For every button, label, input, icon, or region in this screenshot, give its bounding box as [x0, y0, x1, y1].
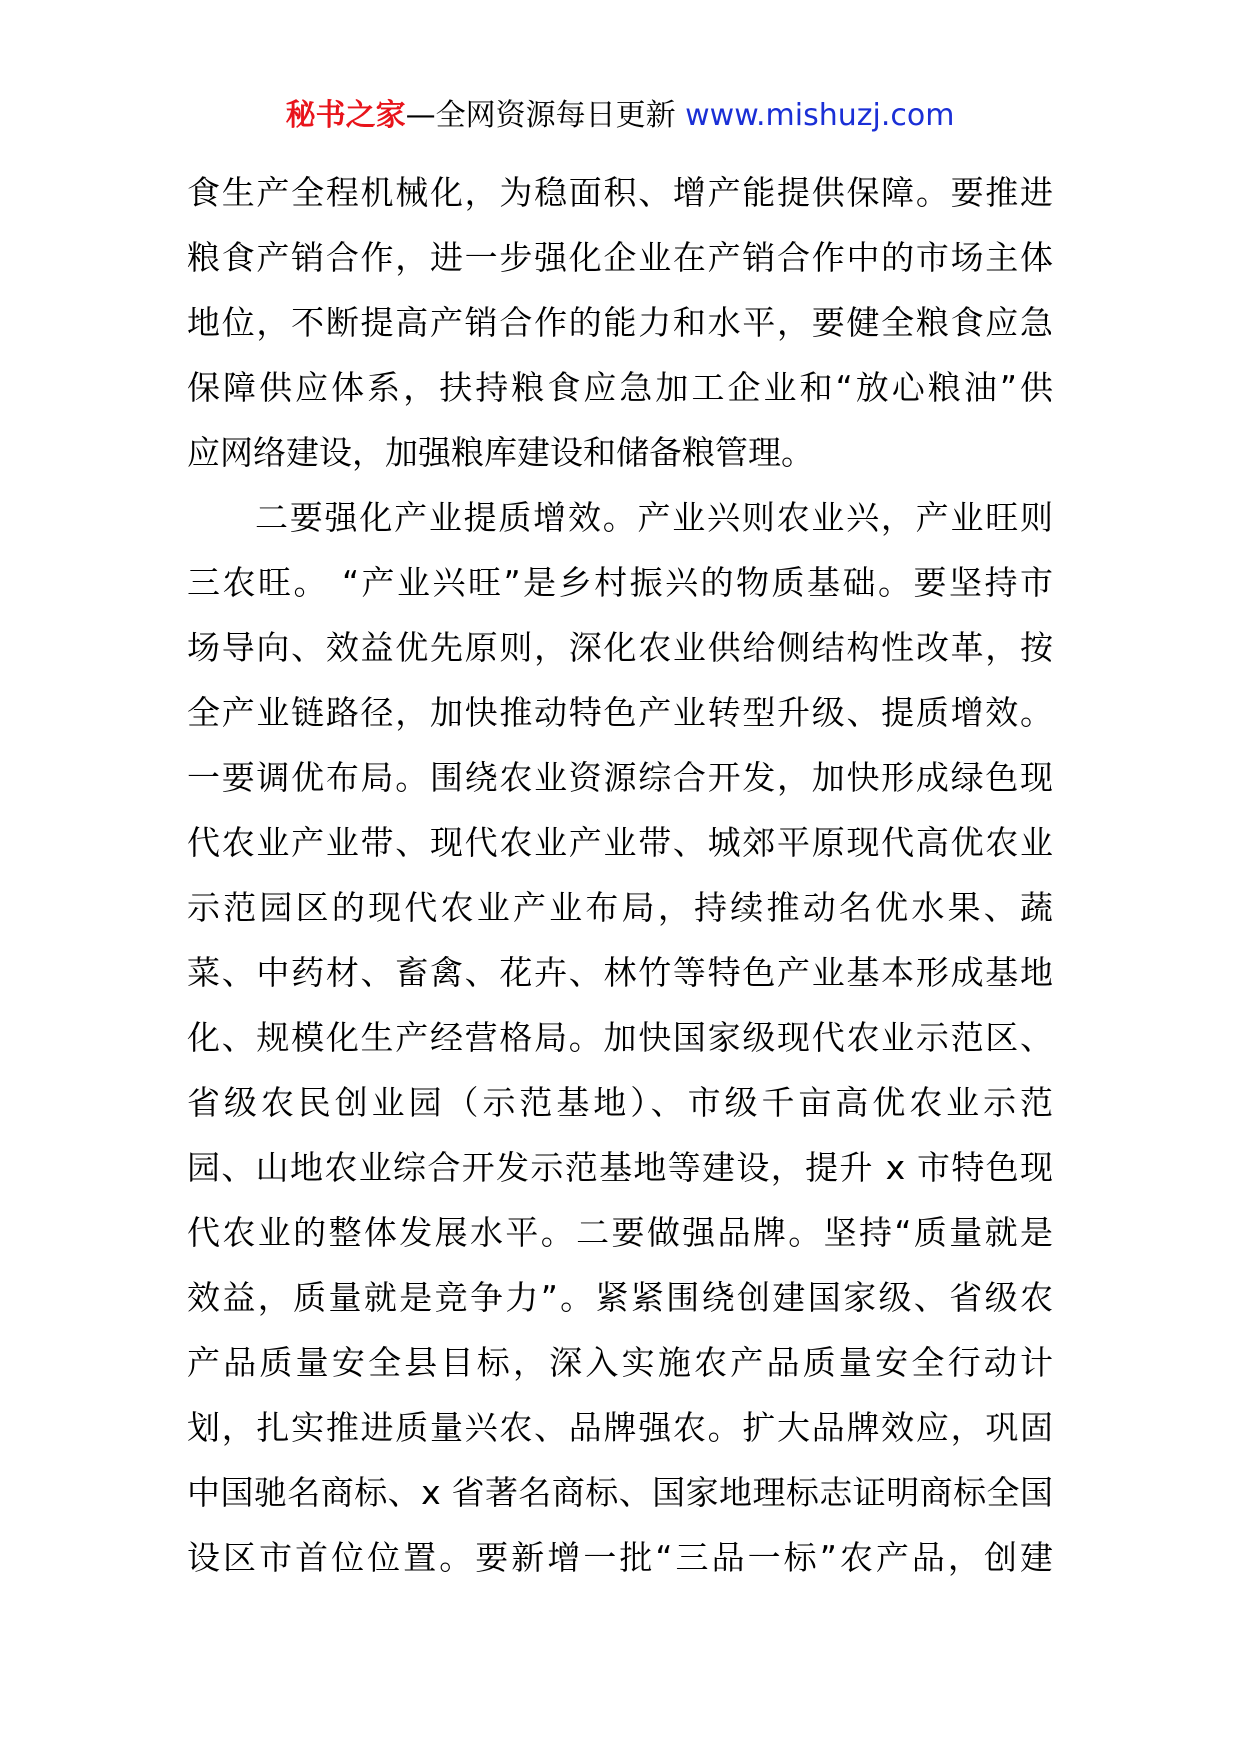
text-line: 中国驰名商标、x 省著名商标、国家地理标志证明商标全国 [187, 1473, 1053, 1512]
brand-name: 秘书之家 [285, 98, 406, 133]
text-line: 化、规模化生产经营格局。加快国家级现代农业示范区、 [187, 1018, 1053, 1057]
text-line: 划，扎实推进质量兴农、品牌强农。扩大品牌效应，巩固 [187, 1408, 1053, 1447]
text-line: 保障供应体系，扶持粮食应急加工企业和“放心粮油”供 [187, 368, 1053, 407]
header-tagline: —全网资源每日更新 [405, 98, 676, 133]
text-line: 粮食产销合作，进一步强化企业在产销合作中的市场主体 [187, 238, 1053, 277]
text-line: 代农业产业带、现代农业产业带、城郊平原现代高优农业 [187, 823, 1053, 862]
text-line: 三农旺。 “产业兴旺”是乡村振兴的物质基础。要坚持市 [187, 563, 1053, 602]
text-line: 食生产全程机械化，为稳面积、增产能提供保障。要推进 [187, 173, 1053, 212]
text-line: 效益，质量就是竞争力”。紧紧围绕创建国家级、省级农 [187, 1278, 1053, 1317]
page-header [0, 96, 1240, 136]
document-body [187, 160, 1053, 1590]
text-line: 地位，不断提高产销合作的能力和水平，要健全粮食应急 [187, 303, 1053, 342]
text-line: 应网络建设，加强粮库建设和储备粮管理。 [187, 433, 814, 472]
text-line: 示范园区的现代农业产业布局，持续推动名优水果、蔬 [187, 888, 1053, 927]
text-line: 场导向、效益优先原则，深化农业供给侧结构性改革，按 [187, 628, 1053, 667]
text-line: 全产业链路径，加快推动特色产业转型升级、提质增效。 [187, 693, 1053, 732]
text-line: 产品质量安全县目标，深入实施农产品质量安全行动计 [187, 1343, 1053, 1382]
text-line: 园、山地农业综合开发示范基地等建设，提升 x 市特色现 [187, 1148, 1053, 1187]
site-url-link[interactable]: www.mishuzj.com [685, 98, 955, 133]
text-line: 一要调优布局。围绕农业资源综合开发，加快形成绿色现 [187, 758, 1053, 797]
text-line: 代农业的整体发展水平。二要做强品牌。坚持“质量就是 [187, 1213, 1053, 1252]
text-line: 菜、中药材、畜禽、花卉、林竹等特色产业基本形成基地 [187, 953, 1053, 992]
text-line: 设区市首位位置。要新增一批“三品一标”农产品，创建 [187, 1538, 1053, 1577]
text-line-paragraph-start: 二要强化产业提质增效。产业兴则农业兴，产业旺则 [255, 498, 1053, 537]
text-line: 省级农民创业园（示范基地）、市级千亩高优农业示范 [187, 1083, 1053, 1122]
